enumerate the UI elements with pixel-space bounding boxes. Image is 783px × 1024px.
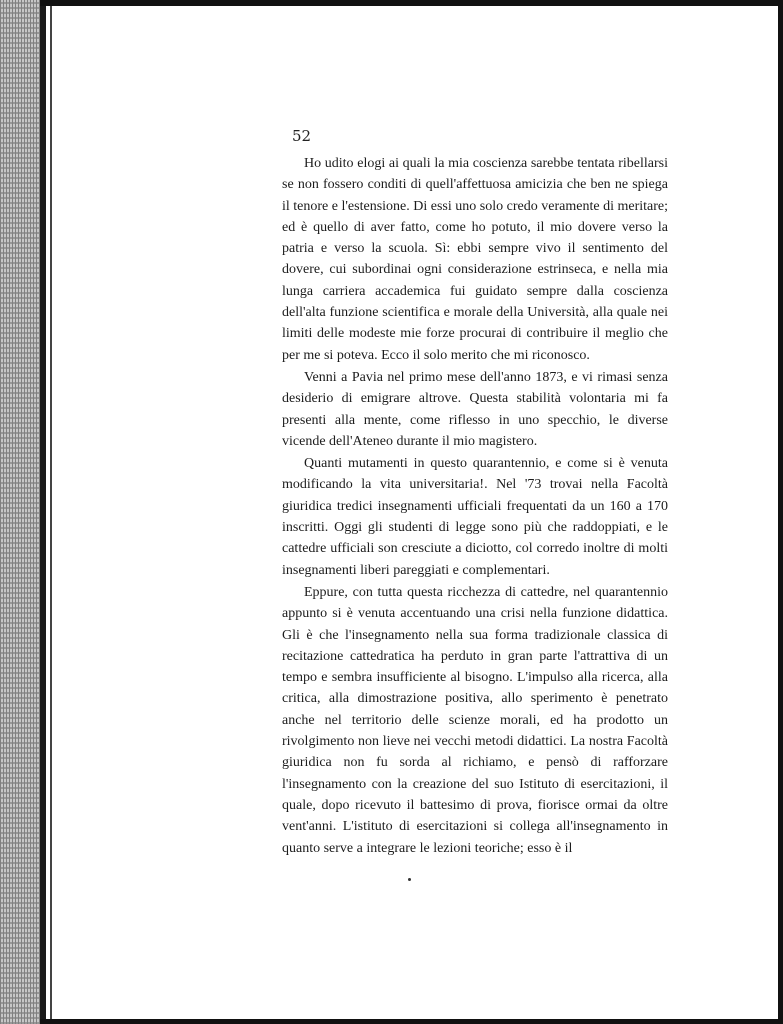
page-bottom-edge xyxy=(40,1019,783,1024)
body-text xyxy=(282,153,668,859)
page-right-edge xyxy=(778,0,783,1024)
paragraph-1: Ho udito elogi ai quali la mia coscienza sarebbe tentata ribellarsi se non fossero conditi di quell'affettuosa amicizia che ben ne spiega il tenore e l'estensione. Di essi uno solo credo veramente di meritare; ed è quello di aver fatto, come ho potuto, il mio dovere verso la patria e verso la scuola. Sì: ebbi sempre vivo il sentimento del dovere, cui subordinai ogni considerazione estrinseca, e nella mia lunga carriera accademica fui guidato sempre dalla coscienza dell'alta funzione scientifica e morale della Università, alla quale nei limiti delle modeste mie forze procurai di contribuire il meglio che per me si poteva. Ecco il solo merito che mi riconosco. xyxy=(282,156,668,363)
page-number: 52 xyxy=(292,127,312,145)
paragraph-4: Eppure, con tutta questa ricchezza di cattedre, nel quarantennio appunto si è venuta accentuando una crisi nella funzione didattica. Gli è che l'insegnamento nella sua forma tradizionale classica di recitazione cattedratica ha perduto in gran parte l'attrattiva di un tempo e sembra insufficiente al bisogno. L'impulso alla ricerca, alla critica, alla dimostrazione positiva, allo sperimento è penetrato anche nel territorio delle scienze morali, ed ha prodotto un rivolgimento non lieve nei vecchi metodi didattici. La nostra Facoltà giuridica non fu sorda al richiamo, e pensò di rafforzare l'insegnamento con la creazione del suo Istituto di esercitazioni, il quale, dopo ricevuto il battesimo di prova, fiorisce ormai da oltre vent'anni. L'istituto di esercitazioni si collega all'insegnamento in quanto serve a integrare le lezioni teoriche; esso è il xyxy=(282,584,668,856)
printing-speck xyxy=(408,878,411,881)
scan-margin-shadow xyxy=(0,0,40,1024)
page-top-edge xyxy=(40,0,783,6)
binding-edge-inner xyxy=(50,0,52,1024)
paragraph-2: Venni a Pavia nel primo mese dell'anno 1873, e vi rimasi senza desiderio di emigrare altrove. Questa stabilità volontaria mi fa presenti alla mente, come riflesso in uno specchio, le diverse vicende dell'Ateneo durante il mio magistero. xyxy=(282,369,668,449)
paragraph-3: Quanti mutamenti in questo quarantennio, e come si è venuta modificando la vita universitaria!. Nel '73 trovai nella Facoltà giuridica tredici insegnamenti ufficiali frequentati da un 160 a 170 inscritti. Oggi gli studenti di legge sono più che raddoppiati, e le cattedre ufficiali son cresciute a diciotto, col corredo inoltre di molti insegnamenti liberi pareggiati e complementari. xyxy=(282,456,668,578)
binding-edge xyxy=(40,0,46,1024)
